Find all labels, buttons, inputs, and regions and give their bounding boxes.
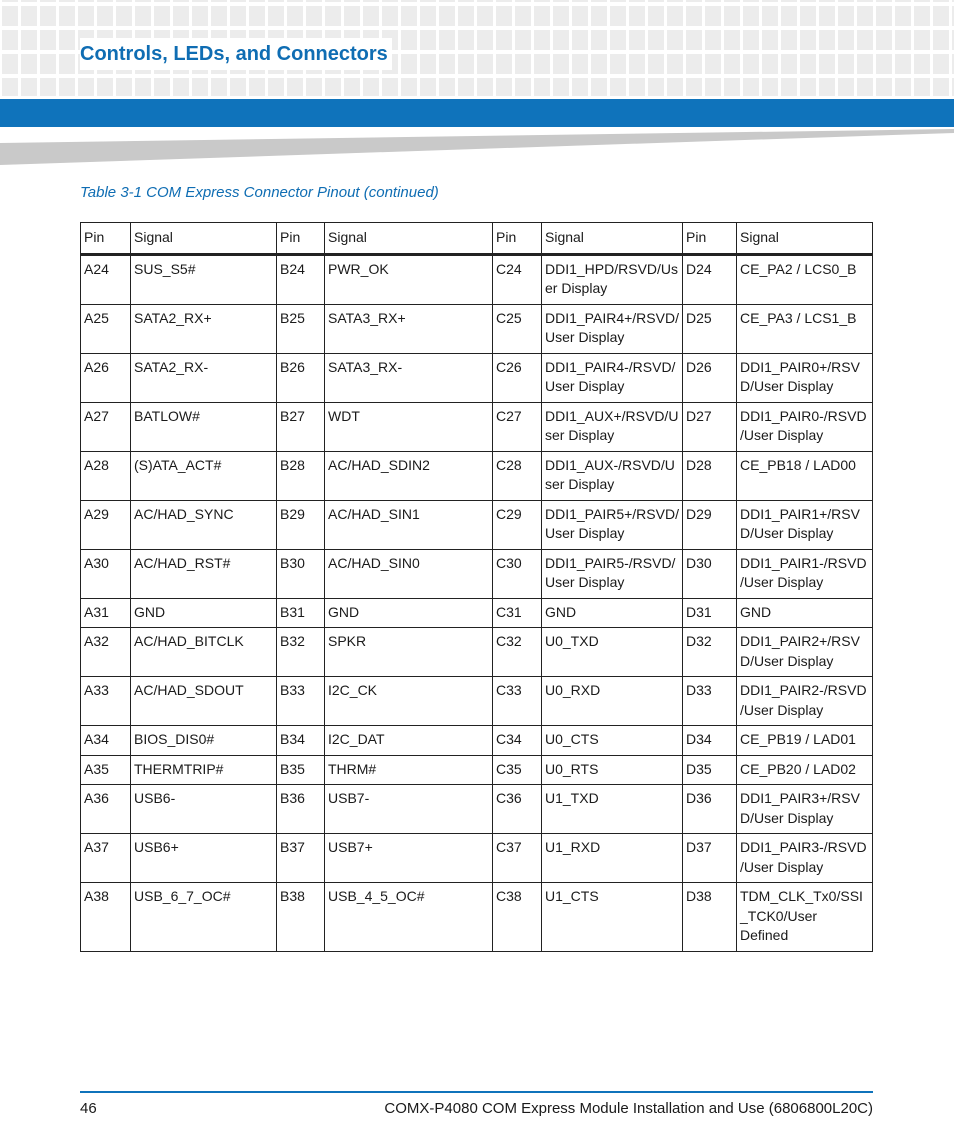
pin-cell: D29 (683, 500, 737, 549)
signal-cell: U0_CTS (542, 726, 683, 756)
pin-cell: B24 (277, 254, 325, 304)
table-row (81, 304, 873, 353)
pin-cell: C28 (493, 451, 542, 500)
signal-cell: DDI1_PAIR4-/RSVD/User Display (542, 353, 683, 402)
pin-cell: A31 (81, 598, 131, 628)
table-row (81, 755, 873, 785)
pin-cell: D30 (683, 549, 737, 598)
table-body (81, 254, 873, 951)
signal-cell: AC/HAD_SIN0 (325, 549, 493, 598)
signal-cell: DDI1_PAIR3+/RSVD/User Display (737, 785, 873, 834)
pin-cell: D35 (683, 755, 737, 785)
signal-cell: U0_RTS (542, 755, 683, 785)
pin-cell: A28 (81, 451, 131, 500)
signal-cell: CE_PB18 / LAD00 (737, 451, 873, 500)
pin-cell: A25 (81, 304, 131, 353)
table-row (81, 726, 873, 756)
signal-cell: DDI1_PAIR0-/RSVD/User Display (737, 402, 873, 451)
signal-cell: PWR_OK (325, 254, 493, 304)
pin-cell: C24 (493, 254, 542, 304)
pin-cell: B30 (277, 549, 325, 598)
signal-cell: CE_PB20 / LAD02 (737, 755, 873, 785)
signal-cell: SPKR (325, 628, 493, 677)
pin-cell: B28 (277, 451, 325, 500)
section-title: Controls, LEDs, and Connectors (80, 38, 392, 70)
pin-cell: D36 (683, 785, 737, 834)
table-row (81, 785, 873, 834)
signal-cell: GND (325, 598, 493, 628)
footer-rule (80, 1091, 873, 1093)
pin-cell: B31 (277, 598, 325, 628)
page-number: 46 (80, 1100, 97, 1117)
column-header-signal: Signal (737, 223, 873, 255)
column-header-pin: Pin (81, 223, 131, 255)
signal-cell: BIOS_DIS0# (131, 726, 277, 756)
signal-cell: DDI1_PAIR5-/RSVD/User Display (542, 549, 683, 598)
pin-cell: A30 (81, 549, 131, 598)
signal-cell: DDI1_PAIR2+/RSVD/User Display (737, 628, 873, 677)
pin-cell: B27 (277, 402, 325, 451)
signal-cell: SATA2_RX+ (131, 304, 277, 353)
signal-cell: U1_RXD (542, 834, 683, 883)
pin-cell: D37 (683, 834, 737, 883)
pin-cell: A26 (81, 353, 131, 402)
pin-cell: B33 (277, 677, 325, 726)
column-header-pin: Pin (683, 223, 737, 255)
signal-cell: U0_TXD (542, 628, 683, 677)
pin-cell: C37 (493, 834, 542, 883)
signal-cell: U1_CTS (542, 883, 683, 952)
signal-cell: DDI1_AUX-/RSVD/User Display (542, 451, 683, 500)
pin-cell: D27 (683, 402, 737, 451)
signal-cell: CE_PB19 / LAD01 (737, 726, 873, 756)
pin-cell: C33 (493, 677, 542, 726)
pin-cell: B29 (277, 500, 325, 549)
signal-cell: DDI1_PAIR3-/RSVD/User Display (737, 834, 873, 883)
signal-cell: AC/HAD_SDIN2 (325, 451, 493, 500)
signal-cell: U0_RXD (542, 677, 683, 726)
signal-cell: USB7+ (325, 834, 493, 883)
column-header-signal: Signal (542, 223, 683, 255)
pin-cell: C36 (493, 785, 542, 834)
header-grey-wedge (0, 129, 954, 165)
pin-cell: A34 (81, 726, 131, 756)
signal-cell: USB_6_7_OC# (131, 883, 277, 952)
pin-cell: A36 (81, 785, 131, 834)
table-row (81, 598, 873, 628)
pin-cell: C38 (493, 883, 542, 952)
header-blue-band (0, 99, 954, 127)
signal-cell: SUS_S5# (131, 254, 277, 304)
pin-cell: C25 (493, 304, 542, 353)
document-title: COMX-P4080 COM Express Module Installation and Use (6806800L20C) (384, 1100, 873, 1117)
pin-cell: C26 (493, 353, 542, 402)
pin-cell: A35 (81, 755, 131, 785)
pin-cell: A24 (81, 254, 131, 304)
signal-cell: CE_PA2 / LCS0_B (737, 254, 873, 304)
signal-cell: I2C_CK (325, 677, 493, 726)
signal-cell: (S)ATA_ACT# (131, 451, 277, 500)
signal-cell: DDI1_AUX+/RSVD/User Display (542, 402, 683, 451)
signal-cell: AC/HAD_SYNC (131, 500, 277, 549)
signal-cell: GND (542, 598, 683, 628)
signal-cell: U1_TXD (542, 785, 683, 834)
pin-cell: C32 (493, 628, 542, 677)
pin-cell: C27 (493, 402, 542, 451)
table-row (81, 834, 873, 883)
pin-cell: C35 (493, 755, 542, 785)
signal-cell: SATA2_RX- (131, 353, 277, 402)
signal-cell: THRM# (325, 755, 493, 785)
table-header-row (81, 223, 873, 255)
pin-cell: D34 (683, 726, 737, 756)
pin-cell: B34 (277, 726, 325, 756)
signal-cell: DDI1_PAIR5+/RSVD/User Display (542, 500, 683, 549)
pin-cell: A38 (81, 883, 131, 952)
signal-cell: DDI1_PAIR0+/RSVD/User Display (737, 353, 873, 402)
pin-cell: A27 (81, 402, 131, 451)
signal-cell: AC/HAD_RST# (131, 549, 277, 598)
pin-cell: A37 (81, 834, 131, 883)
signal-cell: DDI1_PAIR1-/RSVD/User Display (737, 549, 873, 598)
pin-cell: A32 (81, 628, 131, 677)
pin-cell: B25 (277, 304, 325, 353)
table-row (81, 451, 873, 500)
signal-cell: AC/HAD_SDOUT (131, 677, 277, 726)
signal-cell: USB7- (325, 785, 493, 834)
pin-cell: D26 (683, 353, 737, 402)
pin-cell: D38 (683, 883, 737, 952)
signal-cell: DDI1_HPD/RSVD/User Display (542, 254, 683, 304)
signal-cell: TDM_CLK_Tx0/SSI_TCK0/User Defined (737, 883, 873, 952)
signal-cell: USB6- (131, 785, 277, 834)
signal-cell: SATA3_RX+ (325, 304, 493, 353)
table-row (81, 254, 873, 304)
signal-cell: THERMTRIP# (131, 755, 277, 785)
signal-cell: I2C_DAT (325, 726, 493, 756)
pin-cell: B36 (277, 785, 325, 834)
table-row (81, 628, 873, 677)
table-row (81, 549, 873, 598)
table-row (81, 883, 873, 952)
pin-cell: D32 (683, 628, 737, 677)
signal-cell: DDI1_PAIR1+/RSVD/User Display (737, 500, 873, 549)
pin-cell: B37 (277, 834, 325, 883)
table-row (81, 402, 873, 451)
column-header-signal: Signal (131, 223, 277, 255)
table-row (81, 677, 873, 726)
column-header-pin: Pin (493, 223, 542, 255)
signal-cell: USB_4_5_OC# (325, 883, 493, 952)
table-row (81, 500, 873, 549)
signal-cell: DDI1_PAIR4+/RSVD/User Display (542, 304, 683, 353)
signal-cell: SATA3_RX- (325, 353, 493, 402)
pin-cell: B32 (277, 628, 325, 677)
pin-cell: D24 (683, 254, 737, 304)
pin-cell: A29 (81, 500, 131, 549)
signal-cell: WDT (325, 402, 493, 451)
pin-cell: C34 (493, 726, 542, 756)
pin-cell: A33 (81, 677, 131, 726)
pin-cell: C30 (493, 549, 542, 598)
signal-cell: GND (131, 598, 277, 628)
signal-cell: BATLOW# (131, 402, 277, 451)
table-caption: Table 3-1 COM Express Connector Pinout (continued) (80, 184, 439, 201)
column-header-signal: Signal (325, 223, 493, 255)
pin-cell: D33 (683, 677, 737, 726)
signal-cell: USB6+ (131, 834, 277, 883)
pin-cell: B35 (277, 755, 325, 785)
pin-cell: C31 (493, 598, 542, 628)
table-row (81, 353, 873, 402)
pin-cell: D31 (683, 598, 737, 628)
pin-cell: D28 (683, 451, 737, 500)
signal-cell: AC/HAD_SIN1 (325, 500, 493, 549)
signal-cell: CE_PA3 / LCS1_B (737, 304, 873, 353)
pin-cell: C29 (493, 500, 542, 549)
column-header-pin: Pin (277, 223, 325, 255)
pin-cell: B26 (277, 353, 325, 402)
signal-cell: AC/HAD_BITCLK (131, 628, 277, 677)
pin-cell: D25 (683, 304, 737, 353)
pinout-table (80, 222, 873, 952)
signal-cell: DDI1_PAIR2-/RSVD/User Display (737, 677, 873, 726)
signal-cell: GND (737, 598, 873, 628)
pin-cell: B38 (277, 883, 325, 952)
